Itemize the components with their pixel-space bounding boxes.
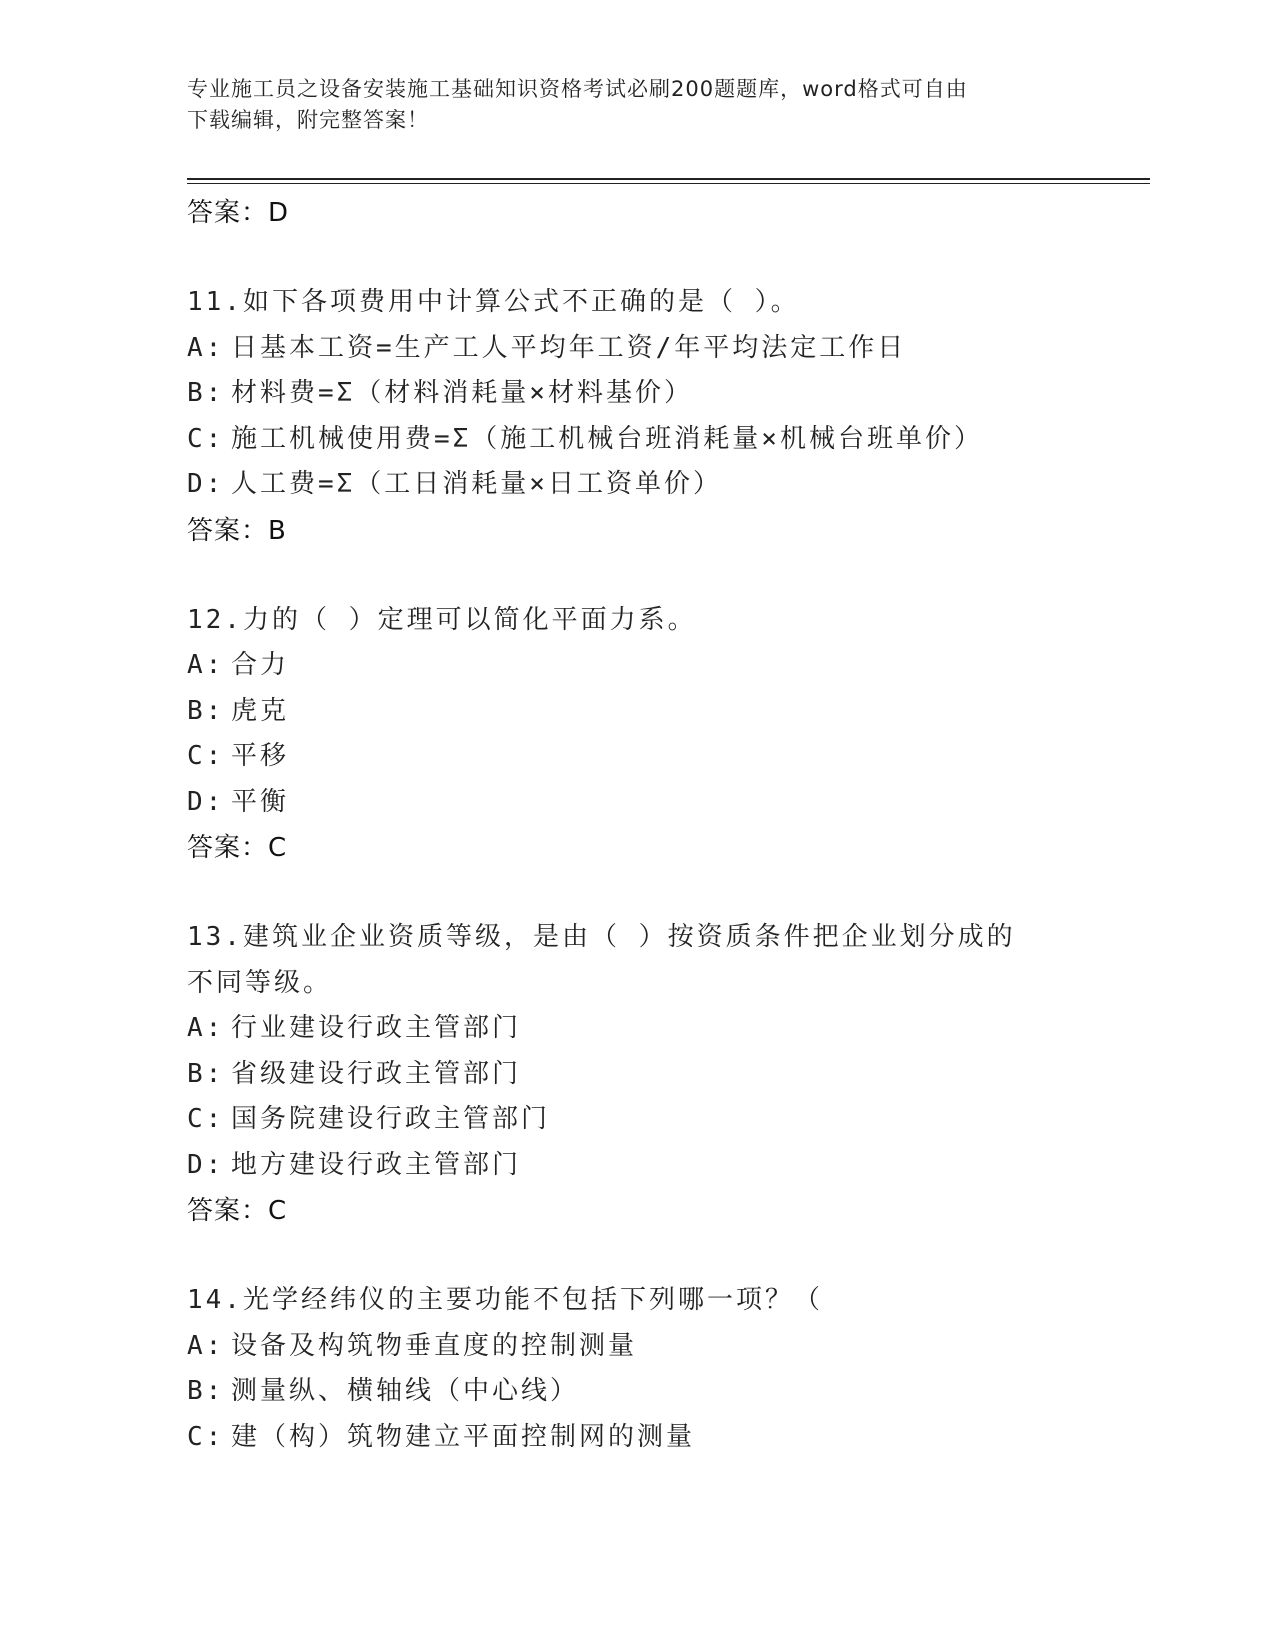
option-key: C: — [187, 423, 225, 454]
answer-line: 答案：C — [187, 1196, 288, 1226]
answer-line: 答案：C — [187, 833, 288, 863]
option-b — [187, 689, 1087, 735]
option-c — [187, 734, 1087, 780]
option-key: C: — [187, 1421, 225, 1452]
header-line-2: 下载编辑，附完整答案！ — [187, 108, 429, 132]
option-text: 虎克 — [231, 695, 290, 726]
question-11 — [187, 280, 1087, 554]
option-d — [187, 780, 1087, 826]
option-text: 材料费=Σ（材料消耗量×材料基价） — [231, 378, 693, 408]
option-text: 地方建设行政主管部门 — [231, 1149, 522, 1180]
option-key: C: — [187, 741, 225, 771]
header-rule-thin — [187, 183, 1150, 184]
option-key: B: — [187, 1376, 225, 1406]
header-line-1: 专业施工员之设备安装施工基础知识资格考试必刷200题题库，word格式可自由 — [187, 77, 968, 101]
question-14 — [187, 1278, 1087, 1460]
question-text: 11.如下各项费用中计算公式不正确的是（ ）。 — [187, 287, 800, 317]
header-rule-thick — [187, 178, 1150, 180]
option-text: 建（构）筑物建立平面控制网的测量 — [231, 1421, 696, 1452]
question-13 — [187, 915, 1087, 1234]
answer-line: 答案：B — [187, 515, 287, 546]
option-key: B: — [187, 1058, 225, 1089]
option-a — [187, 1006, 1087, 1052]
option-d — [187, 462, 1087, 508]
option-a — [187, 326, 1087, 372]
option-text: 人工费=Σ（工日消耗量×日工资单价） — [231, 469, 722, 499]
option-key: D: — [187, 1149, 225, 1180]
option-text: 国务院建设行政主管部门 — [231, 1104, 551, 1134]
option-text: 平移 — [231, 741, 290, 771]
option-d — [187, 1143, 1087, 1189]
option-text: 行业建设行政主管部门 — [231, 1013, 522, 1043]
option-key: C: — [187, 1104, 225, 1134]
option-c — [187, 1415, 1087, 1461]
option-key: D: — [187, 469, 225, 499]
answer-line: 答案：D — [187, 198, 290, 228]
option-key: D: — [187, 786, 225, 817]
option-a — [187, 643, 1087, 689]
option-b — [187, 1052, 1087, 1098]
option-key: A: — [187, 650, 225, 680]
option-c — [187, 1097, 1087, 1143]
document-content — [187, 190, 1087, 1460]
option-c — [187, 417, 1087, 463]
option-text: 合力 — [231, 650, 290, 680]
question-12 — [187, 598, 1087, 872]
question-text: 13.建筑业企业资质等级，是由（ ）按资质条件把企业划分成的不同等级。 — [187, 922, 1016, 998]
option-key: B: — [187, 378, 225, 408]
option-text: 施工机械使用费=Σ（施工机械台班消耗量×机械台班单价） — [231, 423, 983, 454]
option-key: A: — [187, 1330, 225, 1361]
option-text: 设备及构筑物垂直度的控制测量 — [231, 1330, 638, 1361]
option-key: A: — [187, 332, 225, 363]
option-text: 测量纵、横轴线（中心线） — [231, 1376, 580, 1406]
option-text: 日基本工资=生产工人平均年工资/年平均法定工作日 — [231, 332, 907, 363]
option-b — [187, 1369, 1087, 1415]
document-header — [187, 74, 1067, 136]
option-a — [187, 1324, 1087, 1370]
question-text: 12.力的（ ）定理可以简化平面力系。 — [187, 604, 697, 635]
option-b — [187, 371, 1087, 417]
option-key: B: — [187, 695, 225, 726]
option-text: 平衡 — [231, 786, 290, 817]
question-text: 14.光学经纬仪的主要功能不包括下列哪一项？（ — [187, 1285, 823, 1315]
option-key: A: — [187, 1013, 225, 1043]
option-text: 省级建设行政主管部门 — [231, 1058, 522, 1089]
